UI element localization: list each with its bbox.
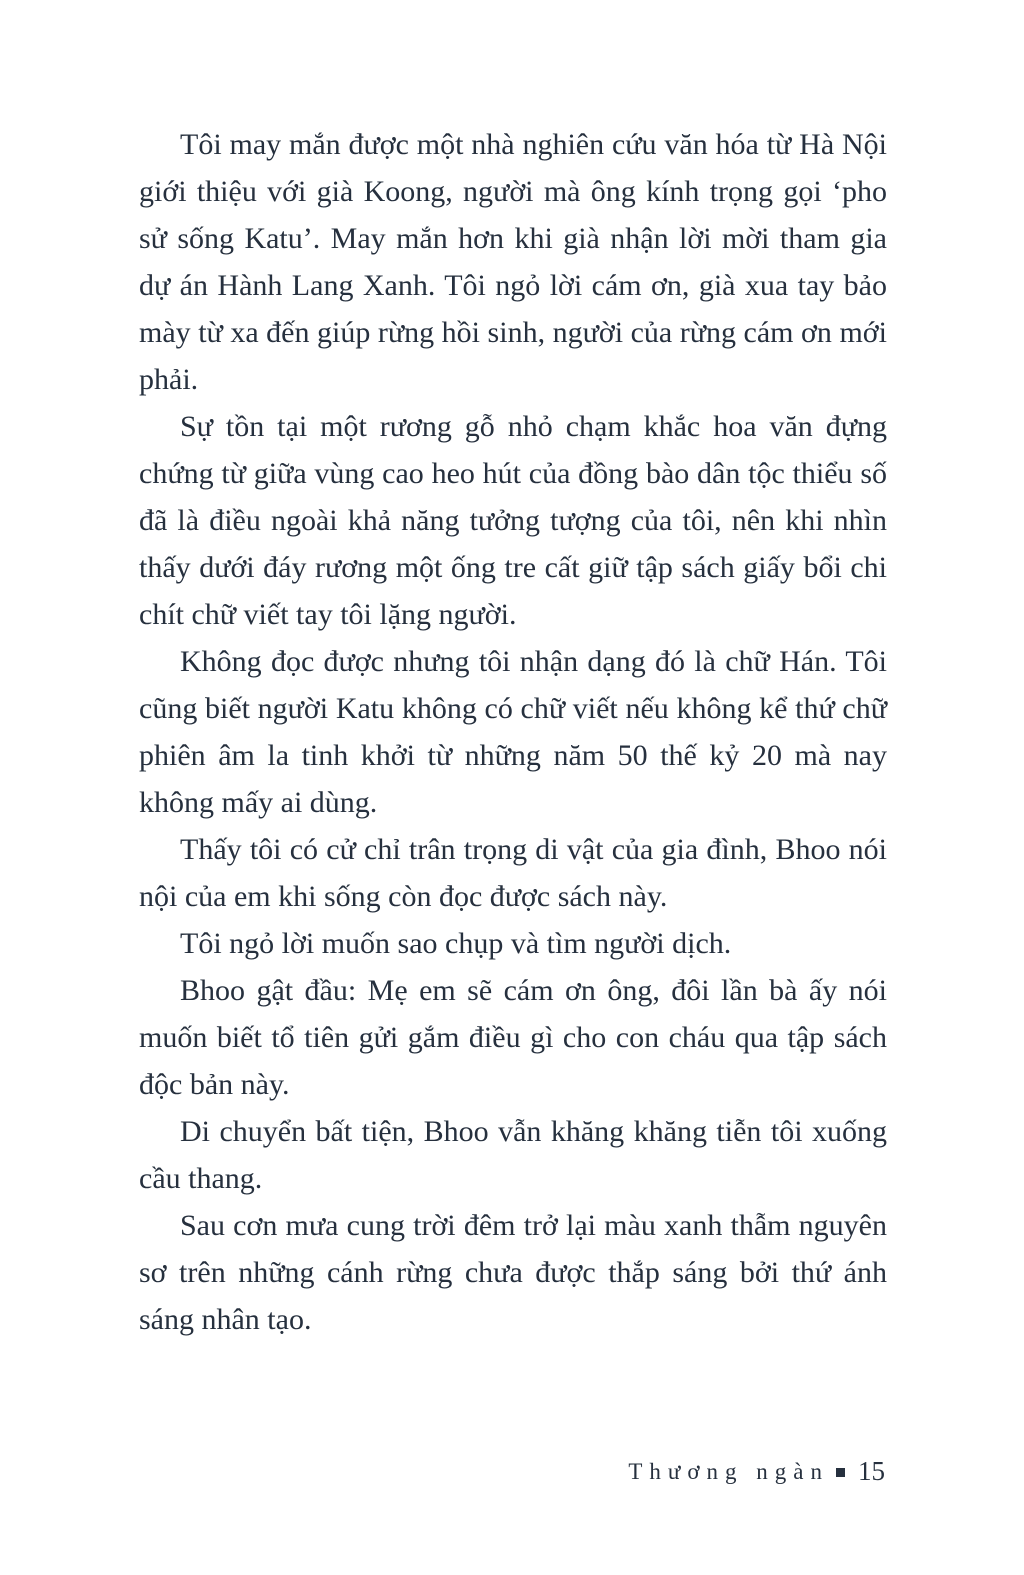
paragraph: Di chuyển bất tiện, Bhoo vẫn khăng khăng tiễn tôi xuống cầu thang. bbox=[139, 1115, 887, 1195]
paragraph: Thấy tôi có cử chỉ trân trọng di vật của gia đình, Bhoo nói nội của em khi sống còn đọc được sách này. bbox=[139, 833, 887, 913]
page-footer bbox=[628, 1456, 885, 1487]
paragraph: Không đọc được nhưng tôi nhận dạng đó là chữ Hán. Tôi cũng biết người Katu không có chữ viết nếu không kể thứ chữ phiên âm la tinh khởi từ những năm 50 thế kỷ 20 mà nay không mấy ai dùng. bbox=[139, 645, 887, 819]
paragraph: Sự tồn tại một rương gỗ nhỏ chạm khắc hoa văn đựng chứng từ giữa vùng cao heo hút của đồng bào dân tộc thiểu số đã là điều ngoài khả năng tưởng tượng của tôi, nên khi nhìn thấy dưới đáy rương một ống tre cất giữ tập sách giấy bổi chi chít chữ viết tay tôi lặng người. bbox=[139, 410, 887, 631]
page-number: 15 bbox=[858, 1456, 885, 1486]
running-title: Thương ngàn bbox=[628, 1458, 829, 1484]
paragraph: Sau cơn mưa cung trời đêm trở lại màu xanh thẫm nguyên sơ trên những cánh rừng chưa được thắp sáng bởi thứ ánh sáng nhân tạo. bbox=[139, 1209, 887, 1336]
body-text bbox=[139, 121, 887, 1343]
square-bullet-icon bbox=[836, 1468, 845, 1477]
paragraph: Bhoo gật đầu: Mẹ em sẽ cám ơn ông, đôi lần bà ấy nói muốn biết tổ tiên gửi gắm điều gì cho con cháu qua tập sách độc bản này. bbox=[139, 974, 887, 1101]
paragraph: Tôi ngỏ lời muốn sao chụp và tìm người dịch. bbox=[180, 927, 732, 960]
paragraph: Tôi may mắn được một nhà nghiên cứu văn hóa từ Hà Nội giới thiệu với già Koong, người mà ông kính trọng gọi ‘pho sử sống Katu’. May mắn hơn khi già nhận lời mời tham gia dự án Hành Lang Xanh. Tôi ngỏ lời cám ơn, già xua tay bảo mày từ xa đến giúp rừng hồi sinh, người của rừng cám ơn mới phải. bbox=[139, 128, 887, 396]
